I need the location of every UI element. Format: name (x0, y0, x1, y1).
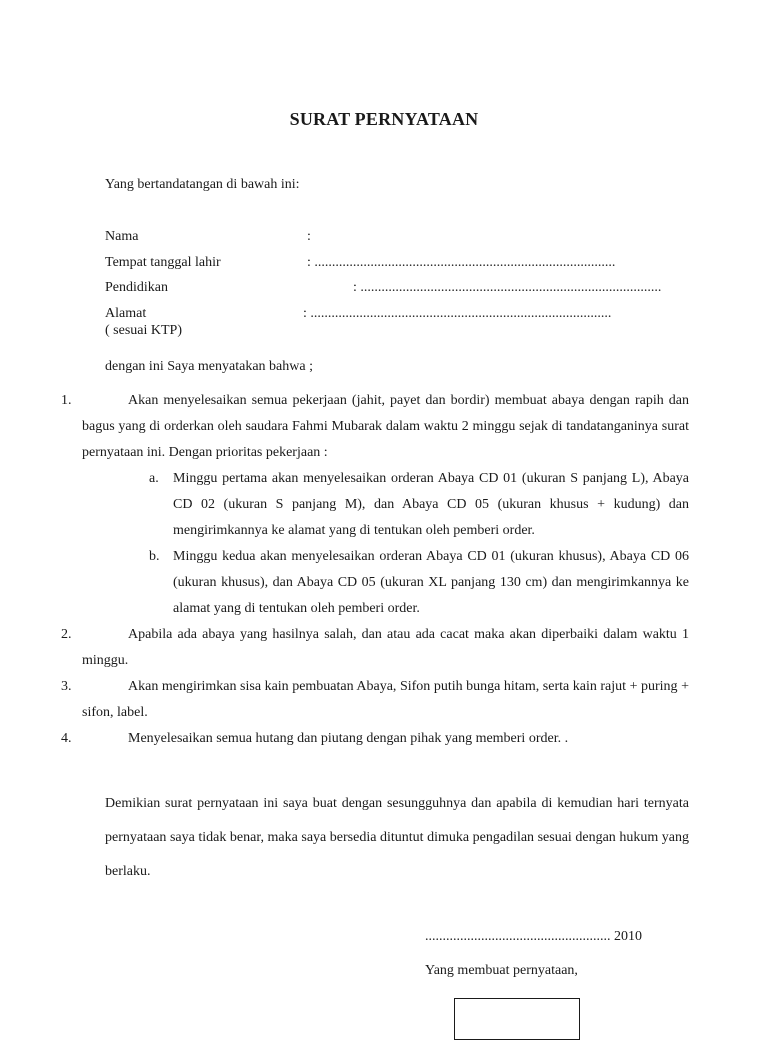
signer-label: Yang membuat pernyataan, (425, 963, 578, 978)
item-number: 3. (61, 679, 72, 694)
field-ttl-value: : ...................................................................................... (307, 255, 616, 270)
sub-item-text: Minggu pertama akan menyelesaikan orderan Abaya CD 01 (ukuran S panjang L), Abaya CD 02 (ukuran S panjang M), dan Abaya CD 05 (ukuran khusus + kudung) dan mengirimkannya ke alamat yang di tentukan oleh pemberi order. (173, 471, 689, 538)
sub-item-letter: b. (149, 549, 160, 564)
sub-item-letter: a. (149, 471, 159, 486)
sub-item-text: Minggu kedua akan menyelesaikan orderan Abaya CD 01 (ukuran khusus), Abaya CD 06 (ukuran khusus), dan Abaya CD 05 (ukuran XL panjang 130 cm) dan mengirimkannya ke alamat yang di tentukan oleh pemberi order. (173, 549, 689, 616)
item-text: Akan mengirimkan sisa kain pembuatan Abaya, Sifon putih bunga hitam, serta kain rajut + puring + sifon, label. (82, 679, 689, 720)
intro-text: Yang bertandatangan di bawah ini: (105, 177, 300, 192)
field-alamat-value: : ...................................................................................... (303, 306, 612, 321)
closing-paragraph: Demikian surat pernyataan ini saya buat dengan sesungguhnya dan apabila di kemudian hari ternyata pernyataan saya tidak benar, maka saya bersedia dituntut dimuka pengadilan sesuai dengan hukum yang berlaku. (105, 796, 689, 879)
statement-intro: dengan ini Saya menyatakan bahwa ; (105, 359, 313, 374)
field-nama-value: : (307, 229, 311, 244)
item-number: 4. (61, 731, 72, 746)
field-nama-label: Nama (105, 229, 139, 244)
list-item (82, 726, 689, 752)
item-text: Akan menyelesaikan semua pekerjaan (jahit, payet dan bordir) membuat abaya dengan rapih dan bagus yang di orderkan oleh saudara Fahmi Mubarak dalam waktu 2 minggu sejak di tandatanganinya surat pernyataan ini. Dengan prioritas pekerjaan : (82, 393, 689, 460)
field-pendidikan-label: Pendidikan (105, 280, 168, 295)
item-text: Menyelesaikan semua hutang dan piutang dengan pihak yang memberi order. . (128, 731, 569, 746)
field-ttl-label: Tempat tanggal lahir (105, 255, 221, 270)
list-item (82, 388, 689, 466)
field-alamat-sublabel: ( sesuai KTP) (105, 323, 182, 338)
document-title: SURAT PERNYATAAN (289, 109, 479, 129)
field-pendidikan-value: : ...................................................................................... (353, 280, 662, 295)
item-number: 2. (61, 627, 72, 642)
item-number: 1. (61, 393, 72, 408)
item-text: Apabila ada abaya yang hasilnya salah, dan atau ada cacat maka akan diperbaiki dalam waktu 1 minggu. (82, 627, 689, 668)
list-item (82, 674, 689, 726)
stamp-box (454, 998, 580, 1040)
field-alamat-label: Alamat (105, 306, 147, 321)
list-item (82, 622, 689, 674)
date-line: ..................................................... 2010 (425, 929, 642, 944)
